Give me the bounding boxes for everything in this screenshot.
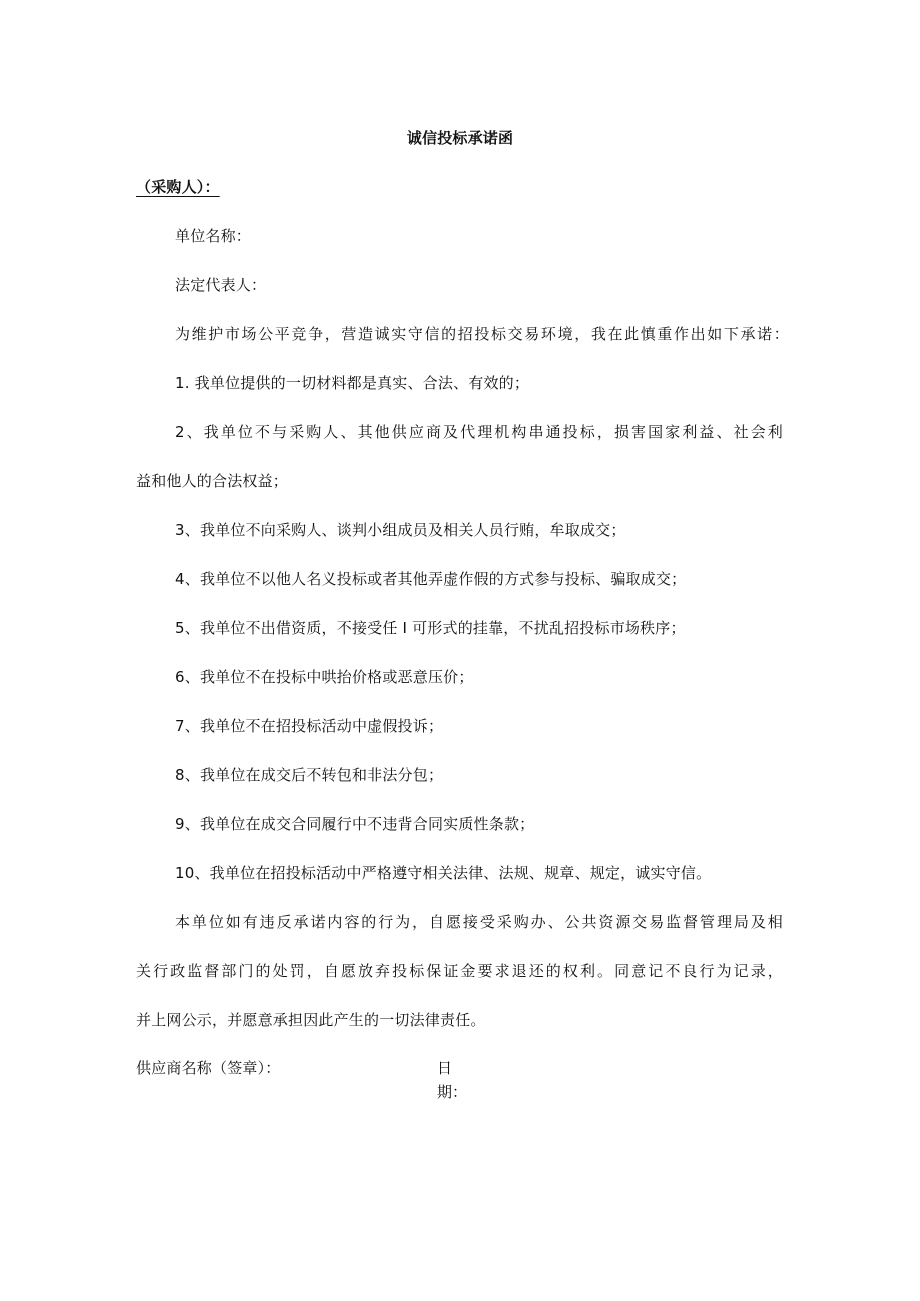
commitment-item-6: 6、我单位不在投标中哄抬价格或恶意压价； [175,668,474,686]
commitment-item-8: 8、我单位在成交后不转包和非法分包； [175,766,444,784]
commitment-item-7: 7、我单位不在招投标活动中虚假投诉； [175,717,444,735]
intro-paragraph: 为维护市场公平竞争，营造诚实守信的招投标交易环境，我在此慎重作出如下承诺： [175,325,789,343]
commitment-item-9: 9、我单位在成交合同履行中不违背合同实质性条款； [175,815,535,833]
commitment-item-3: 3、我单位不向采购人、谈判小组成员及相关人员行贿，牟取成交； [175,521,626,539]
commitment-item-2-continued: 益和他人的合法权益； [136,472,289,490]
legal-representative-label: 法定代表人： [175,276,267,294]
commitment-item-4: 4、我单位不以他人名义投标或者其他弄虚作假的方式参与投标、骗取成交； [175,570,687,588]
commitment-item-10: 10、我单位在招投标活动中严格遵守相关法律、法规、规章、规定，诚实守信。 [175,864,712,882]
closing-paragraph-line-2: 关行政监督部门的处罚，自愿放弃投标保证金要求退还的权利。同意记不良行为记录， [136,962,783,980]
commitment-item-2: 2、我单位不与采购人、其他供应商及代理机构串通投标，损害国家利益、社会利 [175,423,783,441]
unit-name-label: 单位名称： [175,227,252,245]
commitment-item-1: 1. 我单位提供的一切材料都是真实、合法、有效的； [175,374,530,392]
date-label: 日期： [437,1059,468,1101]
document-title: 诚信投标承诺函 [406,129,514,147]
commitment-item-5: 5、我单位不出借资质，不接受任 I 可形式的挂靠，不扰乱招投标市场秩序； [175,619,686,637]
supplier-signature-label: 供应商名称（签章）： [136,1059,281,1077]
addressee: （采购人）： [136,178,220,196]
closing-paragraph-line-1: 本单位如有违反承诺内容的行为，自愿接受采购办、公共资源交易监督管理局及相 [175,913,783,931]
closing-paragraph-line-3: 并上网公示，并愿意承担因此产生的一切法律责任。 [136,1011,486,1029]
